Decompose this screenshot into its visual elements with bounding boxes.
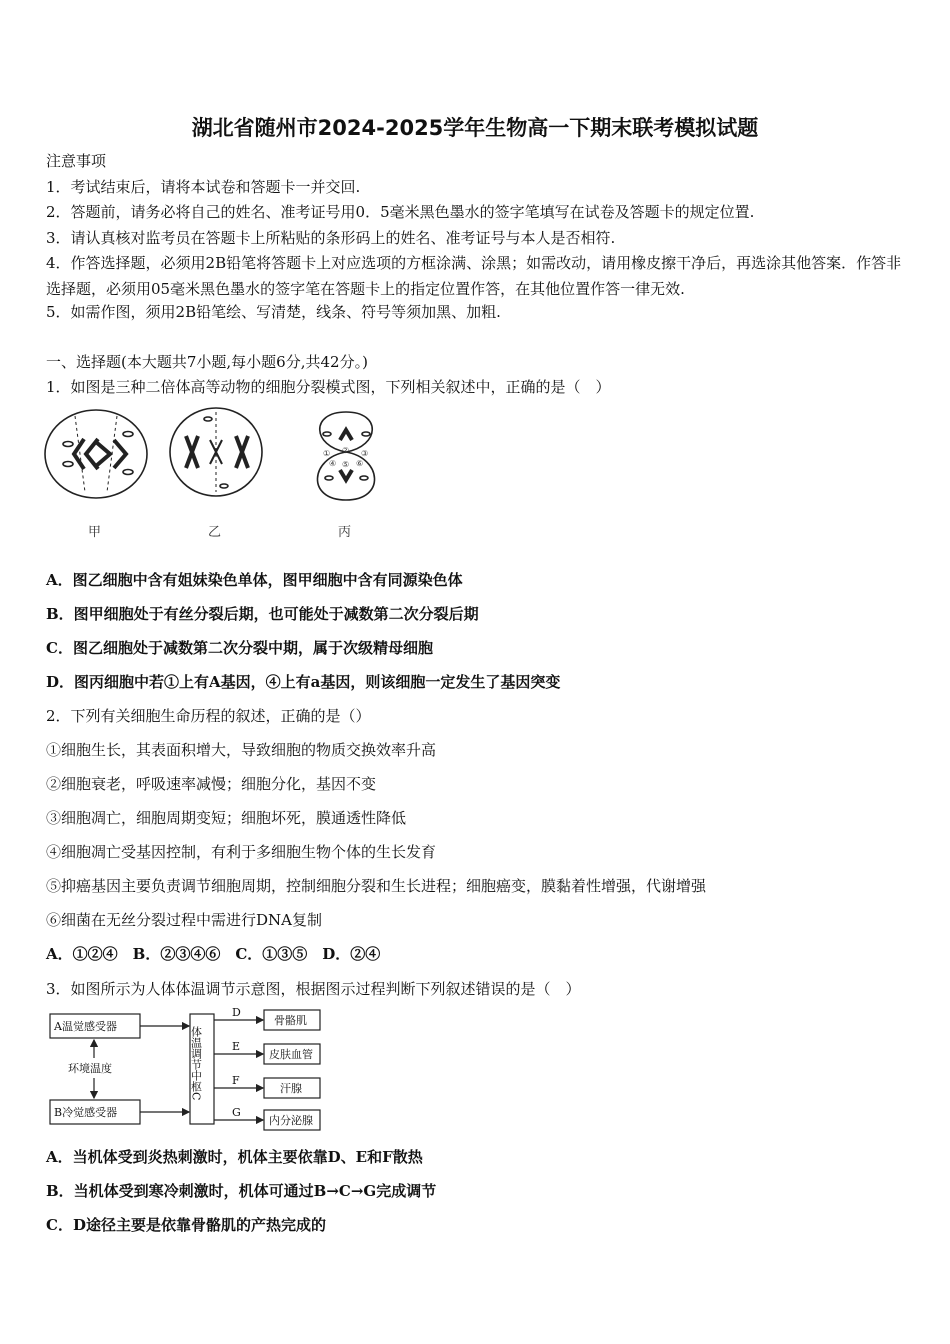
target-label: 皮肤血管 [269,1048,313,1061]
path-label: F [232,1074,240,1087]
q2-options: A．①②④ B．②③④⑥ C．①③⑤ D．②④ [46,945,381,963]
sensor-a-label: A温觉感受器 [54,1020,117,1033]
figure-label: 甲 [88,525,102,540]
q1-option: B．图甲细胞处于有丝分裂后期，也可能处于减数第二次分裂后期 [46,605,479,623]
circled-label: ① [323,449,331,458]
notice-item: 3．请认真核对监考员在答题卡上所粘贴的条形码上的姓名、准考证号与本人是否相符. [46,229,616,247]
q1-option: C．图乙细胞处于减数第二次分裂中期，属于次级精母细胞 [46,639,433,657]
env-label: 环境温度 [68,1062,112,1075]
q1-option: D．图丙细胞中若①上有A基因，④上有a基因，则该细胞一定发生了基因突变 [46,673,561,691]
q3-stem: 3．如图所示为人体体温调节示意图，根据图示过程判断下列叙述错误的是（ ） [46,980,581,998]
notice-item: 1．考试结束后，请将本试卷和答题卡一并交回. [46,178,361,196]
circled-label: ④ [329,459,337,468]
path-label: D [232,1006,241,1019]
q2-statement: ⑥细菌在无丝分裂过程中需进行DNA复制 [46,911,322,929]
q2-statement: ④细胞凋亡受基因控制，有利于多细胞生物个体的生长发育 [46,843,437,861]
notice-item: 4．作答选择题，必须用2B铅笔将答题卡上对应选项的方框涂满、涂黑；如需改动，请用橡皮擦干净后，再选涂其他答案．作答非选择题，必须用05毫米黑色墨水的签字笔在答题卡上的指定位置作答，在其他位置作答一律无效. [46,254,902,298]
target-label: 骨骼肌 [274,1014,307,1027]
q2-statement: ③细胞凋亡，细胞周期变短；细胞坏死，膜通透性降低 [46,809,407,827]
figure-label: 丙 [338,525,352,540]
center-label: 体温调节中枢C [189,1026,203,1101]
circled-label: ② [342,446,350,455]
sensor-b-label: B冷觉感受器 [54,1106,118,1119]
cell-division-figure [40,404,390,544]
q2-statement: ①细胞生长，其表面积增大，导致细胞的物质交换效率升高 [46,741,437,759]
path-label: E [232,1040,241,1053]
q1-option: A．图乙细胞中含有姐妹染色单体，图甲细胞中含有同源染色体 [46,571,463,589]
circled-label: ⑥ [356,459,364,468]
figure-label: 乙 [208,525,222,540]
path-label: G [232,1106,241,1119]
q3-option: B．当机体受到寒冷刺激时，机体可通过B→C→G完成调节 [46,1182,437,1200]
target-label: 内分泌腺 [269,1114,313,1127]
thermoregulation-diagram [44,1006,334,1134]
target-label: 汗腺 [280,1082,302,1095]
notice-heading: 注意事项 [46,152,107,170]
q2-statement: ②细胞衰老，呼吸速率减慢；细胞分化，基因不变 [46,775,377,793]
circled-label: ③ [361,449,369,458]
q3-option: C．D途径主要是依靠骨骼肌的产热完成的 [46,1216,326,1234]
section-heading: 一、选择题(本大题共7小题,每小题6分,共42分。) [46,353,368,371]
page-title: 湖北省随州市2024-2025学年生物高一下期末联考模拟试题 [191,116,759,140]
q1-stem: 1．如图是三种二倍体高等动物的细胞分裂模式图，下列相关叙述中，正确的是（ ） [46,378,611,396]
notice-item: 5．如需作图，须用2B铅笔绘、写清楚，线条、符号等须加黑、加粗. [46,303,501,321]
q2-statement: ⑤抑癌基因主要负责调节细胞周期，控制细胞分裂和生长进程；细胞癌变，膜黏着性增强，代谢增强 [46,877,707,895]
q2-stem: 2．下列有关细胞生命历程的叙述，正确的是（） [46,707,371,725]
cell-jia [45,410,147,498]
q3-option: A．当机体受到炎热刺激时，机体主要依靠D、E和F散热 [46,1148,423,1166]
cell-yi [170,408,262,496]
circled-label: ⑤ [342,460,350,469]
notice-item: 2．答题前，请务必将自己的姓名、准考证号用0．5毫米黑色墨水的签字笔填写在试卷及答题卡的规定位置. [46,203,755,221]
